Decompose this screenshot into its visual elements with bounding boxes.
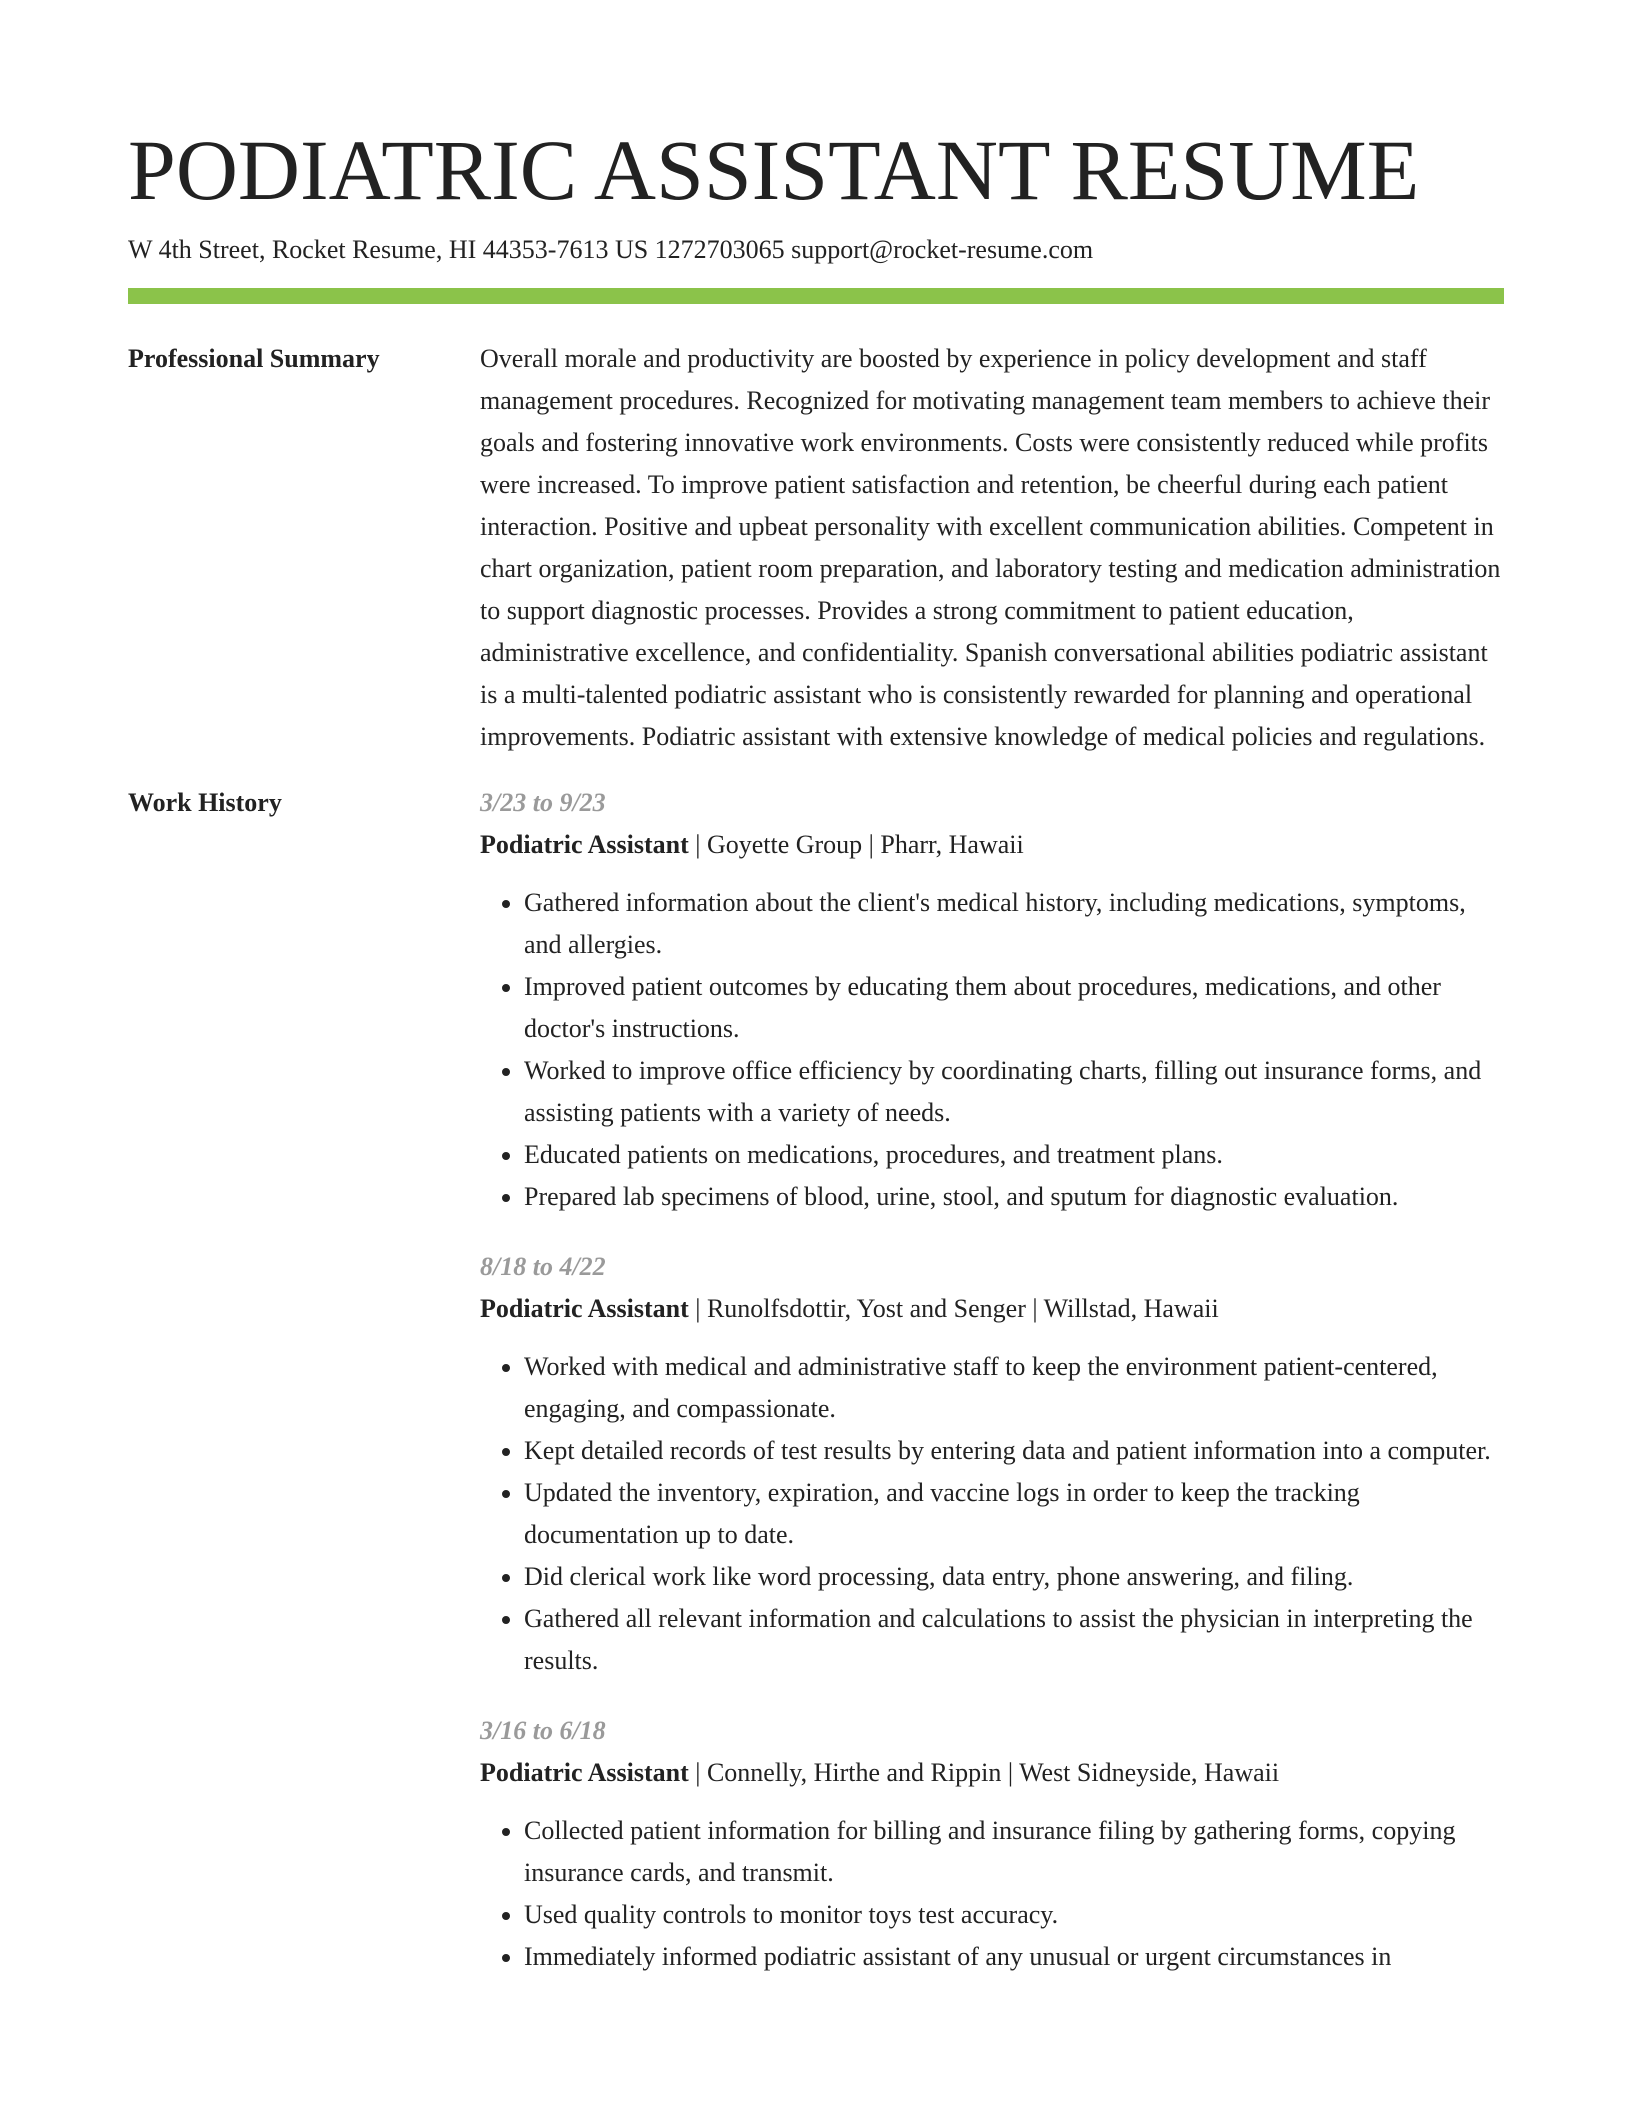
job-dates: 8/18 to 4/22 (480, 1252, 606, 1281)
job-title: Podiatric Assistant (480, 830, 689, 859)
job-bullet: • Collected patient information for billing and insurance filing by gathering forms, copying insurance cards, and transmit. (524, 1810, 1504, 1894)
job-employer-location: | Connelly, Hirthe and Rippin | West Sidneyside, Hawaii (688, 1758, 1280, 1787)
job-dates: 3/16 to 6/18 (480, 1716, 606, 1745)
job-heading (480, 1288, 1504, 1330)
resume-page (128, 118, 1504, 2006)
section-label-professional-summary: Professional Summary (128, 344, 380, 373)
resume-title: PODIATRIC ASSISTANT RESUME (128, 122, 1420, 218)
job-entry (480, 1246, 1504, 1682)
job-title: Podiatric Assistant (480, 1758, 689, 1787)
job-bullet: • Used quality controls to monitor toys test accuracy. (524, 1894, 1504, 1936)
job-bullet: • Immediately informed podiatric assistant of any unusual or urgent circumstances in (524, 1936, 1504, 1978)
work-history-section (128, 782, 1504, 2006)
job-bullet: • Worked with medical and administrative staff to keep the environment patient-centered, engaging, and compassionate. (524, 1346, 1504, 1430)
job-bullet: • Updated the inventory, expiration, and vaccine logs in order to keep the tracking documentation up to date. (524, 1472, 1504, 1556)
job-bullet: • Prepared lab specimens of blood, urine, stool, and sputum for diagnostic evaluation. (524, 1176, 1504, 1218)
job-bullet: • Worked to improve office efficiency by coordinating charts, filling out insurance forms, and assisting patients with a variety of needs. (524, 1050, 1504, 1134)
contact-info: W 4th Street, Rocket Resume, HI 44353-7613 US 1272703065 support@rocket-resume.com (128, 235, 1094, 264)
job-entry (480, 1710, 1504, 1978)
job-bullet: • Gathered information about the client's medical history, including medications, symptoms, and allergies. (524, 882, 1504, 966)
job-entry (480, 782, 1504, 1218)
job-employer-location: | Goyette Group | Pharr, Hawaii (688, 830, 1024, 859)
job-title: Podiatric Assistant (480, 1294, 689, 1323)
job-bullet: • Improved patient outcomes by educating them about procedures, medications, and other doctor's instructions. (524, 966, 1504, 1050)
job-bullet: • Educated patients on medications, procedures, and treatment plans. (524, 1134, 1504, 1176)
job-dates: 3/23 to 9/23 (480, 788, 606, 817)
job-heading (480, 1752, 1504, 1794)
job-employer-location: | Runolfsdottir, Yost and Senger | Willstad, Hawaii (688, 1294, 1219, 1323)
professional-summary-section (128, 338, 1504, 758)
job-bullet: • Did clerical work like word processing, data entry, phone answering, and filing. (524, 1556, 1504, 1598)
job-bullet-list (480, 882, 1504, 1218)
job-bullet: • Gathered all relevant information and calculations to assist the physician in interpreting the results. (524, 1598, 1504, 1682)
section-label-work-history: Work History (128, 788, 282, 817)
accent-divider (128, 288, 1504, 304)
summary-text: Overall morale and productivity are boosted by experience in policy development and staff management procedures. Recognized for motivating management team members to achieve their goals and fostering innovative work environments. Costs were consistently reduced while profits were increased. To improve patient satisfaction and retention, be cheerful during each patient interaction. Positive and upbeat personality with excellent communication abilities. Competent in chart organization, patient room preparation, and laboratory testing and medication administration to support diagnostic processes. Provides a strong commitment to patient education, administrative excellence, and confidentiality. Spanish conversational abilities podiatric assistant is a multi-talented podiatric assistant who is consistently rewarded for planning and operational improvements. Podiatric assistant with extensive knowledge of medical policies and regulations. (480, 344, 1501, 751)
job-bullet: • Kept detailed records of test results by entering data and patient information into a computer. (524, 1430, 1504, 1472)
work-history-list (480, 782, 1504, 2006)
job-bullet-list (480, 1346, 1504, 1682)
job-bullet-list (480, 1810, 1504, 1978)
job-heading (480, 824, 1504, 866)
